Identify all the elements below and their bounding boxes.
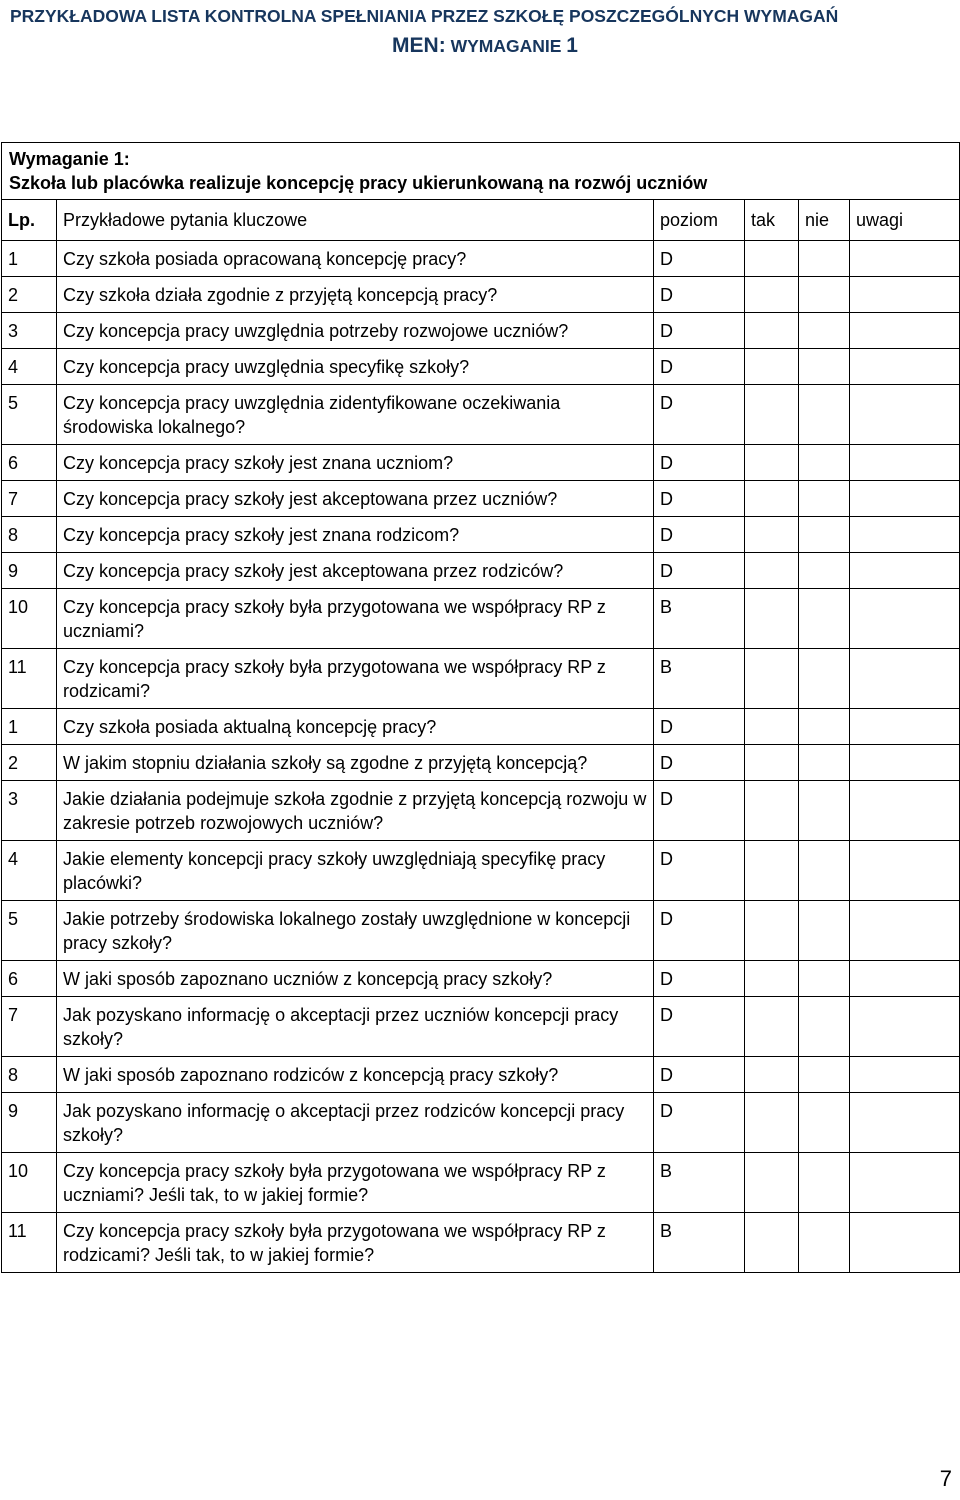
row-question: Jak pozyskano informację o akceptacji przez rodziców koncepcji pracy szkoły? xyxy=(57,1093,654,1153)
row-question: Czy koncepcja pracy szkoły jest akceptowana przez rodziców? xyxy=(57,553,654,589)
row-question: Czy szkoła posiada aktualną koncepcję pracy? xyxy=(57,709,654,745)
row-notes-cell[interactable] xyxy=(850,589,960,649)
row-notes-cell[interactable] xyxy=(850,277,960,313)
requirement-label: Wymaganie 1: xyxy=(9,149,130,169)
column-header-yes: tak xyxy=(745,200,799,241)
row-number: 1 xyxy=(2,709,57,745)
table-row xyxy=(2,901,960,961)
row-no-cell[interactable] xyxy=(799,901,850,961)
row-level: D xyxy=(654,901,745,961)
title-line-2 xyxy=(10,34,960,58)
row-number: 7 xyxy=(2,997,57,1057)
row-number: 6 xyxy=(2,961,57,997)
row-number: 5 xyxy=(2,901,57,961)
table-row xyxy=(2,709,960,745)
row-notes-cell[interactable] xyxy=(850,709,960,745)
row-level: B xyxy=(654,589,745,649)
table-row xyxy=(2,841,960,901)
row-level: D xyxy=(654,781,745,841)
row-no-cell[interactable] xyxy=(799,589,850,649)
row-level: B xyxy=(654,1153,745,1213)
row-no-cell[interactable] xyxy=(799,349,850,385)
table-row xyxy=(2,553,960,589)
table-row xyxy=(2,1057,960,1093)
row-level: D xyxy=(654,349,745,385)
column-header-level: poziom xyxy=(654,200,745,241)
row-no-cell[interactable] xyxy=(799,745,850,781)
row-no-cell[interactable] xyxy=(799,961,850,997)
table-row xyxy=(2,313,960,349)
row-notes-cell[interactable] xyxy=(850,901,960,961)
row-question: Czy koncepcja pracy szkoły jest znana rodzicom? xyxy=(57,517,654,553)
row-question: Czy koncepcja pracy szkoły była przygotowana we współpracy RP z rodzicami? xyxy=(57,649,654,709)
row-notes-cell[interactable] xyxy=(850,241,960,277)
row-yes-cell[interactable] xyxy=(745,349,799,385)
row-question: Jakie działania podejmuje szkoła zgodnie z przyjętą koncepcją rozwoju w zakresie potrzeb rozwojowych uczniów? xyxy=(57,781,654,841)
row-number: 9 xyxy=(2,553,57,589)
row-number: 11 xyxy=(2,1213,57,1273)
row-notes-cell[interactable] xyxy=(850,313,960,349)
checklist-table xyxy=(1,142,960,1273)
row-question: Czy koncepcja pracy szkoły była przygotowana we współpracy RP z uczniami? xyxy=(57,589,654,649)
row-level: B xyxy=(654,1213,745,1273)
row-yes-cell[interactable] xyxy=(745,1093,799,1153)
row-number: 9 xyxy=(2,1093,57,1153)
table-row xyxy=(2,997,960,1057)
row-notes-cell[interactable] xyxy=(850,961,960,997)
row-number: 8 xyxy=(2,517,57,553)
row-no-cell[interactable] xyxy=(799,517,850,553)
row-level: D xyxy=(654,1093,745,1153)
row-notes-cell[interactable] xyxy=(850,997,960,1057)
row-notes-cell[interactable] xyxy=(850,781,960,841)
row-yes-cell[interactable] xyxy=(745,1057,799,1093)
row-notes-cell[interactable] xyxy=(850,1153,960,1213)
row-no-cell[interactable] xyxy=(799,385,850,445)
row-level: D xyxy=(654,277,745,313)
row-number: 11 xyxy=(2,649,57,709)
row-question: Czy koncepcja pracy szkoły była przygotowana we współpracy RP z uczniami? Jeśli tak, to w jakiej formie? xyxy=(57,1153,654,1213)
row-question: Czy koncepcja pracy szkoły była przygotowana we współpracy RP z rodzicami? Jeśli tak, to w jakiej formie? xyxy=(57,1213,654,1273)
row-notes-cell[interactable] xyxy=(850,649,960,709)
row-level: D xyxy=(654,313,745,349)
table-row xyxy=(2,385,960,445)
row-number: 2 xyxy=(2,745,57,781)
row-level: D xyxy=(654,1057,745,1093)
row-notes-cell[interactable] xyxy=(850,385,960,445)
row-yes-cell[interactable] xyxy=(745,241,799,277)
row-yes-cell[interactable] xyxy=(745,313,799,349)
row-question: W jaki sposób zapoznano rodziców z koncepcją pracy szkoły? xyxy=(57,1057,654,1093)
table-row xyxy=(2,1093,960,1153)
table-row xyxy=(2,781,960,841)
row-number: 10 xyxy=(2,589,57,649)
row-yes-cell[interactable] xyxy=(745,781,799,841)
requirement-cell xyxy=(2,143,960,200)
row-level: D xyxy=(654,997,745,1057)
row-no-cell[interactable] xyxy=(799,277,850,313)
row-number: 4 xyxy=(2,841,57,901)
row-notes-cell[interactable] xyxy=(850,1057,960,1093)
title-text-1: PRZYKŁADOWA LISTA KONTROLNA SPEŁNIANIA PRZEZ SZKOŁĘ POSZCZEGÓLNYCH WYMAGAŃ xyxy=(10,6,839,26)
table-row xyxy=(2,241,960,277)
column-header-no: nie xyxy=(799,200,850,241)
table-row xyxy=(2,745,960,781)
row-number: 7 xyxy=(2,481,57,517)
row-yes-cell[interactable] xyxy=(745,385,799,445)
row-question: Czy koncepcja pracy szkoły jest znana uczniom? xyxy=(57,445,654,481)
document-title xyxy=(10,4,960,58)
column-header-notes: uwagi xyxy=(850,200,960,241)
row-notes-cell[interactable] xyxy=(850,553,960,589)
row-no-cell[interactable] xyxy=(799,841,850,901)
table-row xyxy=(2,481,960,517)
row-level: D xyxy=(654,553,745,589)
row-level: D xyxy=(654,445,745,481)
row-notes-cell[interactable] xyxy=(850,1213,960,1273)
row-question: Czy koncepcja pracy uwzględnia potrzeby rozwojowe uczniów? xyxy=(57,313,654,349)
row-yes-cell[interactable] xyxy=(745,997,799,1057)
row-question: Jak pozyskano informację o akceptacji przez uczniów koncepcji pracy szkoły? xyxy=(57,997,654,1057)
row-no-cell[interactable] xyxy=(799,781,850,841)
row-question: Czy koncepcja pracy uwzględnia zidentyfikowane oczekiwania środowiska lokalnego? xyxy=(57,385,654,445)
row-question: W jakim stopniu działania szkoły są zgodne z przyjętą koncepcją? xyxy=(57,745,654,781)
row-no-cell[interactable] xyxy=(799,1093,850,1153)
row-notes-cell[interactable] xyxy=(850,745,960,781)
title-requirement-number: 1 xyxy=(566,34,578,57)
row-level: D xyxy=(654,961,745,997)
row-yes-cell[interactable] xyxy=(745,961,799,997)
row-number: 6 xyxy=(2,445,57,481)
row-question: Czy szkoła posiada opracowaną koncepcję pracy? xyxy=(57,241,654,277)
row-question: W jaki sposób zapoznano uczniów z koncepcją pracy szkoły? xyxy=(57,961,654,997)
row-no-cell[interactable] xyxy=(799,313,850,349)
row-no-cell[interactable] xyxy=(799,649,850,709)
row-number: 2 xyxy=(2,277,57,313)
row-yes-cell[interactable] xyxy=(745,841,799,901)
row-question: Czy koncepcja pracy szkoły jest akceptowana przez uczniów? xyxy=(57,481,654,517)
row-notes-cell[interactable] xyxy=(850,481,960,517)
table-row xyxy=(2,517,960,553)
row-notes-cell[interactable] xyxy=(850,1093,960,1153)
row-level: D xyxy=(654,385,745,445)
column-header-lp: Lp. xyxy=(2,200,57,241)
row-no-cell[interactable] xyxy=(799,1153,850,1213)
row-yes-cell[interactable] xyxy=(745,901,799,961)
row-no-cell[interactable] xyxy=(799,241,850,277)
row-question: Jakie elementy koncepcji pracy szkoły uwzględniają specyfikę pracy placówki? xyxy=(57,841,654,901)
row-notes-cell[interactable] xyxy=(850,517,960,553)
row-no-cell[interactable] xyxy=(799,445,850,481)
row-level: D xyxy=(654,841,745,901)
row-notes-cell[interactable] xyxy=(850,841,960,901)
table-row xyxy=(2,649,960,709)
row-number: 1 xyxy=(2,241,57,277)
row-level: D xyxy=(654,241,745,277)
row-number: 5 xyxy=(2,385,57,445)
row-number: 8 xyxy=(2,1057,57,1093)
row-no-cell[interactable] xyxy=(799,1213,850,1273)
row-no-cell[interactable] xyxy=(799,709,850,745)
row-question: Jakie potrzeby środowiska lokalnego zostały uwzględnione w koncepcji pracy szkoły? xyxy=(57,901,654,961)
row-yes-cell[interactable] xyxy=(745,517,799,553)
row-yes-cell[interactable] xyxy=(745,481,799,517)
row-level: D xyxy=(654,481,745,517)
row-level: D xyxy=(654,745,745,781)
table-row xyxy=(2,589,960,649)
row-yes-cell[interactable] xyxy=(745,1153,799,1213)
row-yes-cell[interactable] xyxy=(745,649,799,709)
row-number: 4 xyxy=(2,349,57,385)
row-yes-cell[interactable] xyxy=(745,589,799,649)
row-yes-cell[interactable] xyxy=(745,745,799,781)
table-row xyxy=(2,349,960,385)
row-no-cell[interactable] xyxy=(799,1057,850,1093)
table-row xyxy=(2,1153,960,1213)
row-notes-cell[interactable] xyxy=(850,445,960,481)
row-no-cell[interactable] xyxy=(799,553,850,589)
table-row xyxy=(2,277,960,313)
row-no-cell[interactable] xyxy=(799,997,850,1057)
row-number: 3 xyxy=(2,313,57,349)
row-yes-cell[interactable] xyxy=(745,1213,799,1273)
row-level: D xyxy=(654,517,745,553)
row-level: B xyxy=(654,649,745,709)
row-number: 10 xyxy=(2,1153,57,1213)
row-yes-cell[interactable] xyxy=(745,277,799,313)
row-number: 3 xyxy=(2,781,57,841)
column-header-question: Przykładowe pytania kluczowe xyxy=(57,200,654,241)
page-number: 7 xyxy=(939,1466,952,1491)
row-no-cell[interactable] xyxy=(799,481,850,517)
table-row xyxy=(2,445,960,481)
row-question: Czy szkoła działa zgodnie z przyjętą koncepcją pracy? xyxy=(57,277,654,313)
row-question: Czy koncepcja pracy uwzględnia specyfikę szkoły? xyxy=(57,349,654,385)
title-requirement-word: WYMAGANIE xyxy=(445,36,567,56)
checklist-body xyxy=(2,143,960,1273)
table-row xyxy=(2,961,960,997)
row-yes-cell[interactable] xyxy=(745,709,799,745)
row-yes-cell[interactable] xyxy=(745,553,799,589)
requirement-text: Szkoła lub placówka realizuje koncepcję pracy ukierunkowaną na rozwój uczniów xyxy=(9,173,708,193)
title-line-1 xyxy=(10,4,960,28)
requirement-row xyxy=(2,143,960,200)
title-men: MEN: xyxy=(392,34,446,57)
table-row xyxy=(2,1213,960,1273)
row-level: D xyxy=(654,709,745,745)
row-notes-cell[interactable] xyxy=(850,349,960,385)
row-yes-cell[interactable] xyxy=(745,445,799,481)
table-header-row xyxy=(2,200,960,241)
